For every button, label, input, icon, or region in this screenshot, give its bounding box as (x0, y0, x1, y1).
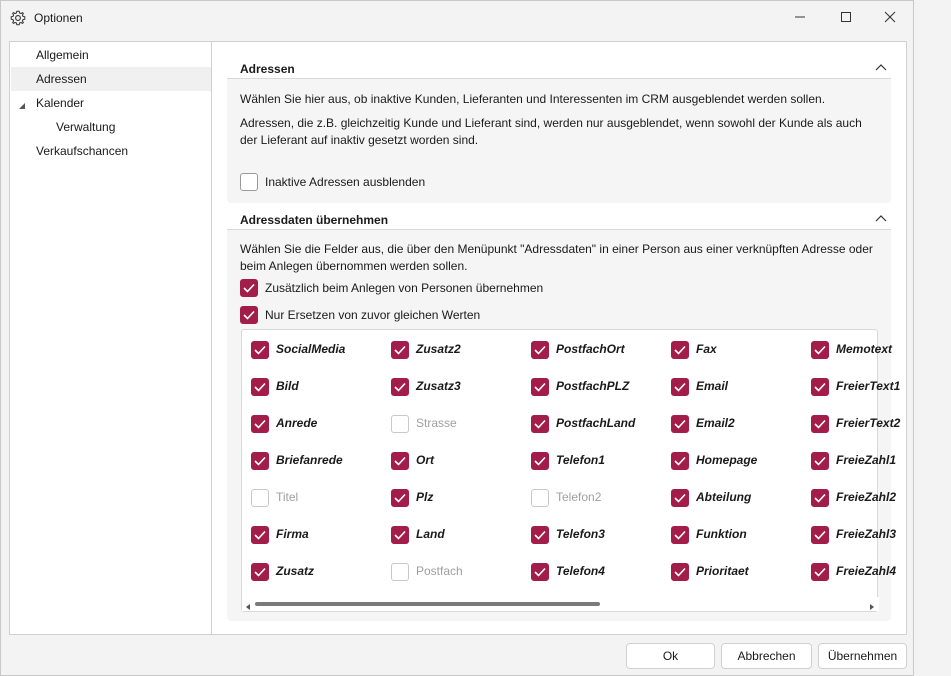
scrollbar-thumb[interactable] (255, 602, 600, 606)
field-option[interactable] (811, 562, 951, 582)
maximize-icon (841, 11, 851, 25)
field-label: FreieZahl1 (836, 453, 897, 467)
field-checkbox[interactable] (531, 489, 549, 507)
field-option[interactable] (811, 377, 951, 397)
field-label: Telefon4 (556, 564, 605, 578)
field-label: PostfachLand (556, 416, 636, 430)
tree-item-verkaufschancen[interactable] (36, 139, 211, 163)
field-checkbox[interactable] (531, 378, 549, 396)
field-option[interactable] (391, 488, 531, 508)
field-label: PostfachOrt (556, 342, 625, 356)
field-label: Plz (416, 490, 434, 504)
minimize-button[interactable] (777, 1, 823, 35)
field-checkbox[interactable] (531, 415, 549, 433)
field-label: Fax (696, 342, 717, 356)
adressen-description: Wählen Sie hier aus, ob inaktive Kunden, Lieferanten und Interessenten im CRM ausgeblendet werden sollen. (240, 92, 826, 106)
field-label: Telefon1 (556, 453, 605, 467)
field-label: Land (416, 527, 445, 541)
chevron-up-icon[interactable] (875, 62, 887, 72)
field-option[interactable] (531, 488, 671, 508)
field-checkbox[interactable] (671, 378, 689, 396)
field-checkbox[interactable] (811, 378, 829, 396)
field-checkbox[interactable] (391, 415, 409, 433)
field-label: Funktion (696, 527, 747, 541)
options-content (212, 41, 907, 635)
field-checkbox[interactable] (251, 526, 269, 544)
tree-item-label: Kalender (36, 96, 85, 110)
field-option[interactable] (531, 525, 671, 545)
field-checkbox[interactable] (391, 526, 409, 544)
field-label: Zusatz2 (416, 342, 461, 356)
section-adressen (227, 57, 891, 203)
create-persons-label: Zusätzlich beim Anlegen von Personen übernehmen (265, 281, 544, 295)
apply-button[interactable]: Übernehmen (818, 643, 907, 669)
field-option[interactable] (671, 525, 811, 545)
field-checkbox[interactable] (671, 341, 689, 359)
inactive-addresses-checkbox[interactable] (240, 173, 258, 191)
field-checkbox[interactable] (811, 526, 829, 544)
field-label: FreierText1 (836, 379, 901, 393)
tree-item-label: Adressen (36, 72, 87, 86)
field-label: Briefanrede (276, 453, 343, 467)
tree-item-adressen[interactable] (11, 67, 211, 91)
field-label: Strasse (416, 416, 457, 430)
field-label: Zusatz3 (416, 379, 461, 393)
field-option[interactable] (251, 451, 391, 471)
field-checkbox[interactable] (391, 452, 409, 470)
field-option[interactable] (671, 414, 811, 434)
field-option[interactable] (391, 562, 531, 582)
field-checkbox[interactable] (811, 415, 829, 433)
tree-item-kalender[interactable] (36, 91, 211, 115)
field-checkbox[interactable] (251, 489, 269, 507)
field-option[interactable] (251, 377, 391, 397)
field-option[interactable] (251, 562, 391, 582)
field-label: SocialMedia (276, 342, 346, 356)
field-option[interactable] (391, 525, 531, 545)
field-checkbox[interactable] (391, 489, 409, 507)
tree-item-allgemein[interactable] (36, 43, 211, 67)
divider (227, 229, 891, 230)
field-option[interactable] (251, 525, 391, 545)
field-checkbox[interactable] (671, 526, 689, 544)
field-label: FreieZahl3 (836, 527, 897, 541)
field-option[interactable] (671, 451, 811, 471)
gear-icon (10, 10, 26, 26)
chevron-up-icon[interactable] (875, 213, 887, 223)
cancel-button[interactable]: Abbrechen (721, 643, 812, 669)
field-label: Homepage (696, 453, 758, 467)
field-label: Titel (276, 490, 299, 504)
field-option[interactable] (811, 525, 951, 545)
field-label: Telefon2 (556, 490, 602, 504)
field-checkbox[interactable] (251, 563, 269, 581)
field-option[interactable] (391, 414, 531, 434)
field-label: Abteilung (696, 490, 752, 504)
field-label: Memotext (836, 342, 893, 356)
field-option[interactable] (391, 451, 531, 471)
field-option[interactable] (391, 340, 531, 360)
field-option[interactable] (811, 340, 951, 360)
section-header-adressdaten[interactable] (227, 208, 891, 230)
tree-item-label: Verwaltung (56, 120, 116, 134)
field-checkbox[interactable] (391, 563, 409, 581)
field-option[interactable] (251, 414, 391, 434)
options-tree (9, 41, 212, 635)
field-option[interactable] (811, 488, 951, 508)
field-label: Email2 (696, 416, 735, 430)
field-option[interactable] (391, 377, 531, 397)
field-label: FreieZahl4 (836, 564, 897, 578)
field-option[interactable] (531, 451, 671, 471)
field-label: FreierText2 (836, 416, 901, 430)
field-label: Bild (276, 379, 299, 393)
field-option[interactable] (531, 562, 671, 582)
scroll-right-icon[interactable] (868, 600, 876, 608)
field-label: FreieZahl2 (836, 490, 897, 504)
field-label: Ort (416, 453, 434, 467)
field-checkbox[interactable] (671, 489, 689, 507)
field-checkbox[interactable] (671, 415, 689, 433)
section-title: Adressen (240, 62, 295, 76)
minimize-icon (795, 11, 805, 25)
field-checkbox[interactable] (671, 563, 689, 581)
field-option[interactable] (671, 340, 811, 360)
field-option[interactable] (251, 488, 391, 508)
inactive-addresses-label: Inaktive Adressen ausblenden (265, 175, 426, 189)
field-option[interactable] (671, 377, 811, 397)
field-label: Anrede (276, 416, 318, 430)
create-persons-checkbox[interactable] (240, 279, 258, 297)
field-checkbox[interactable] (811, 341, 829, 359)
replace-equal-label: Nur Ersetzen von zuvor gleichen Werten (265, 308, 481, 322)
field-selection-grid (241, 329, 901, 612)
adressen-note: Adressen, die z.B. gleichzeitig Kunde und Lieferant sind, werden nur ausgeblendet, wenn sowohl der Kunde als auch der Lieferant auf inaktiv gesetzt worden sind. (240, 116, 862, 147)
horizontal-scrollbar[interactable] (242, 597, 879, 611)
field-option[interactable] (671, 562, 811, 582)
field-checkbox[interactable] (251, 341, 269, 359)
ok-button[interactable]: Ok (626, 643, 715, 669)
field-option[interactable] (531, 340, 671, 360)
field-label: PostfachPLZ (556, 379, 630, 393)
field-checkbox[interactable] (531, 341, 549, 359)
close-icon (885, 11, 895, 25)
field-checkbox[interactable] (251, 452, 269, 470)
close-button[interactable] (867, 1, 913, 35)
field-checkbox[interactable] (391, 341, 409, 359)
field-option[interactable] (531, 414, 671, 434)
field-checkbox[interactable] (671, 452, 689, 470)
field-checkbox[interactable] (251, 378, 269, 396)
field-checkbox[interactable] (531, 452, 549, 470)
collapse-arrow-icon[interactable] (18, 99, 26, 107)
field-label: Zusatz (276, 564, 315, 578)
divider (227, 78, 891, 79)
tree-item-label: Allgemein (36, 48, 89, 62)
section-header-adressen[interactable] (227, 57, 891, 79)
adressdaten-description: Wählen Sie die Felder aus, die über den Menüpunkt "Adressdaten" in einer Person aus einer verknüpften Adresse oder beim Anlegen übernommen werden sollen. (240, 242, 873, 273)
title-bar (1, 1, 913, 35)
field-option[interactable] (811, 414, 951, 434)
field-checkbox[interactable] (391, 378, 409, 396)
tree-item-label: Verkaufschancen (36, 144, 129, 158)
replace-equal-checkbox[interactable] (240, 306, 258, 324)
section-title: Adressdaten übernehmen (240, 213, 389, 227)
window-title: Optionen (34, 11, 83, 25)
field-checkbox[interactable] (811, 563, 829, 581)
field-checkbox[interactable] (531, 563, 549, 581)
tree-item-verwaltung[interactable] (56, 115, 211, 139)
field-option[interactable] (251, 340, 391, 360)
field-option[interactable] (531, 377, 671, 397)
field-checkbox[interactable] (531, 526, 549, 544)
field-label: Firma (276, 527, 309, 541)
field-label: Prioritaet (696, 564, 749, 578)
field-label: Postfach (416, 564, 463, 578)
maximize-button[interactable] (823, 1, 869, 35)
field-option[interactable] (671, 488, 811, 508)
field-checkbox[interactable] (811, 489, 829, 507)
field-checkbox[interactable] (811, 452, 829, 470)
field-checkbox[interactable] (251, 415, 269, 433)
scroll-left-icon[interactable] (244, 600, 252, 608)
field-label: Telefon3 (556, 527, 605, 541)
field-label: Email (696, 379, 729, 393)
field-option[interactable] (811, 451, 951, 471)
